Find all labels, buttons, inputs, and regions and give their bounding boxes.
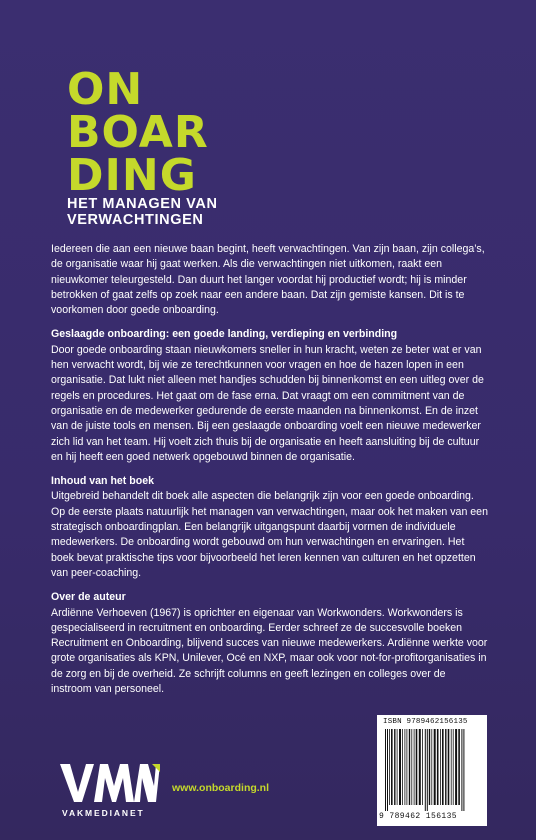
intro-paragraph: Iedereen die aan een nieuwe baan begint, heeft verwachtingen. Van zijn baan, zijn collega’s, de organisatie waar hij gaat werken. Als die verwachtingen niet uitkomen, raakt een nieuwkomer teleurgesteld. Dan duurt het langer voordat hij productief wordt; hij is minder betrokken of gaat zelfs op zoek naar een andere baan. Dat zijn gemiste kansen. Dit is te voorkomen door goede onboarding. bbox=[51, 243, 485, 317]
title-line: DING bbox=[67, 150, 197, 201]
section-paragraph: Ardiënne Verhoeven (1967) is oprichter en eigenaar van Workwonders. Workwonders is gespecialiseerd in recruitment en onboarding. Eerder schreef ze de succesvolle boeken Recruitment en Onboarding, blijvend succes van nieuwe medewerkers. Ardiënne werkte voor grote organisaties als KPN, Unilever, Océ en NXP, maar ook voor not-for-profitorganisaties in de zorg en bij de overheid. Ze schrijft columns en geeft lezingen en colleges over de instroom van personeel. bbox=[51, 606, 488, 696]
book-subtitle bbox=[67, 196, 218, 228]
section-heading: Geslaagde onboarding: een goede landing, verdieping en verbinding bbox=[51, 328, 398, 341]
title-line: BOAR bbox=[67, 107, 209, 158]
book-title bbox=[67, 64, 209, 201]
title-line: ON bbox=[67, 64, 144, 115]
subtitle-line: HET MANAGEN VAN bbox=[67, 196, 218, 212]
isbn-barcode bbox=[377, 715, 487, 826]
blurb-text bbox=[51, 242, 488, 697]
section-heading: Over de auteur bbox=[51, 591, 126, 604]
website-link[interactable]: www.onboarding.nl bbox=[172, 782, 270, 794]
section-author bbox=[51, 590, 488, 697]
section-paragraph: Door goede onboarding staan nieuwkomers sneller in hun kracht, weten ze beter wat er van hen verwacht wordt, bij wie ze terechtkunnen voor vragen en hoe de hazen lopen in een organisatie. Dat lukt niet alleen met handjes schudden bij binnenkomst en een uitleg over de regels en procedures. Het gaat om de fase erna. Dat vraagt om een commitment van de organisatie en de medewerker gedurende de eerste maanden na binnenkomst. En de inzet van de juiste tools en mensen. Bij een geslaagde onboarding voelt een nieuwe medewerker zich lid van het team. Hij voelt zich thuis bij de organisatie en heeft aansluiting bij de cultuur en hij heeft een goed netwerk opgebouwd binnen de organisatie. bbox=[51, 343, 484, 463]
vmn-logo bbox=[60, 764, 160, 804]
section-heading: Inhoud van het boek bbox=[51, 475, 154, 488]
subtitle-line: VERWACHTINGEN bbox=[67, 212, 204, 228]
section-contents bbox=[51, 474, 488, 581]
section-onboarding bbox=[51, 327, 488, 465]
publisher-name: VAKMEDIANET bbox=[62, 808, 145, 818]
isbn-digits: 9 789462 156135 bbox=[379, 812, 458, 821]
isbn-label: ISBN 9789462156135 bbox=[383, 718, 468, 726]
barcode-bars bbox=[385, 729, 479, 811]
section-paragraph: Uitgebreid behandelt dit boek alle aspecten die belangrijk zijn voor een goede onboarding. Op de eerste plaats natuurlijk het managen van verwachtingen, maar ook het maken van een strategisch onboardingplan. Een belangrijk uitgangspunt daarbij vormen de individuele medewerkers. De onboarding wordt gebouwd om hun verwachtingen en ervaringen. Het boek bevat praktische tips voor bijvoorbeeld het leren kennen van culturen en het opzetten van peer-coaching. bbox=[51, 490, 488, 579]
